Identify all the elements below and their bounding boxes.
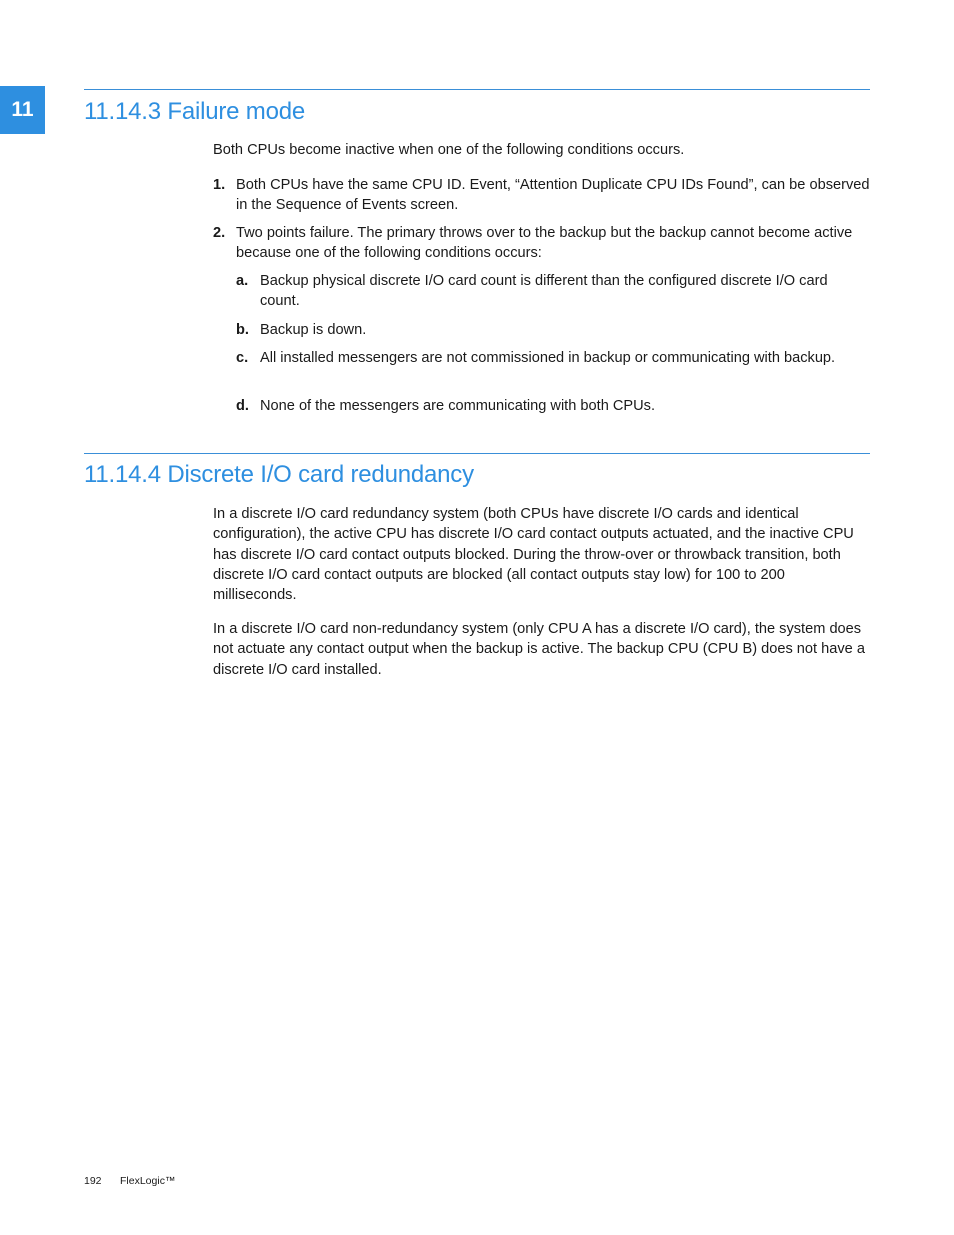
intro-paragraph: Both CPUs become inactive when one of the following conditions occurs. bbox=[213, 142, 685, 158]
sub-list-item bbox=[236, 271, 870, 312]
chapter-number: 11 bbox=[11, 98, 34, 121]
sub-list-item-text: All installed messengers are not commissioned in backup or communicating with backup. bbox=[260, 350, 836, 366]
sub-list-item-text: Backup is down. bbox=[260, 322, 367, 338]
section-heading-discrete-io-redundancy: 11.14.4 Discrete I/O card redundancy bbox=[84, 461, 474, 488]
sub-list-marker: b. bbox=[236, 322, 249, 338]
page-number: 192 bbox=[84, 1175, 102, 1187]
sub-list-item bbox=[236, 396, 870, 416]
sub-list-item-text: None of the messengers are communicating with both CPUs. bbox=[260, 398, 656, 414]
list-marker: 1. bbox=[213, 177, 226, 193]
section-divider bbox=[84, 89, 870, 90]
footer-product-name: FlexLogic™ bbox=[120, 1175, 176, 1187]
list-item bbox=[213, 223, 870, 264]
redundancy-paragraph bbox=[213, 504, 870, 605]
body-paragraph: In a discrete I/O card redundancy system (both CPUs have discrete I/O cards and identical configuration), the active CPU has discrete I/O card contact outputs actuated, and the inactive CPU has discrete I/O card contact outputs blocked. During the throw-over or throwback transition, both discrete I/O card contact outputs are blocked (all contact outputs stay low) for 100 to 200 milliseconds. bbox=[213, 506, 854, 604]
sub-list-item-text: Backup physical discrete I/O card count is different than the configured discrete I/O card count. bbox=[260, 273, 828, 310]
list-marker: 2. bbox=[213, 225, 226, 241]
section-divider bbox=[84, 453, 870, 454]
sub-list-item bbox=[236, 348, 870, 368]
body-paragraph: In a discrete I/O card non-redundancy system (only CPU A has a discrete I/O card), the system does not actuate any contact output when the backup is active. The backup CPU (CPU B) does not have a discrete I/O card installed. bbox=[213, 621, 865, 678]
sub-list-item bbox=[236, 320, 870, 340]
chapter-tab bbox=[0, 86, 45, 134]
sub-list-marker: c. bbox=[236, 350, 249, 366]
non-redundancy-paragraph bbox=[213, 619, 870, 680]
section-heading-failure-mode: 11.14.3 Failure mode bbox=[84, 98, 306, 125]
failure-mode-intro bbox=[213, 140, 870, 160]
sub-list-marker: d. bbox=[236, 398, 249, 414]
list-item-text: Two points failure. The primary throws over to the backup but the backup cannot become active because one of the following conditions occurs: bbox=[236, 225, 853, 262]
list-item bbox=[213, 175, 870, 216]
sub-list-marker: a. bbox=[236, 273, 249, 289]
list-item-text: Both CPUs have the same CPU ID. Event, “Attention Duplicate CPU IDs Found”, can be observed in the Sequence of Events screen. bbox=[236, 177, 870, 214]
